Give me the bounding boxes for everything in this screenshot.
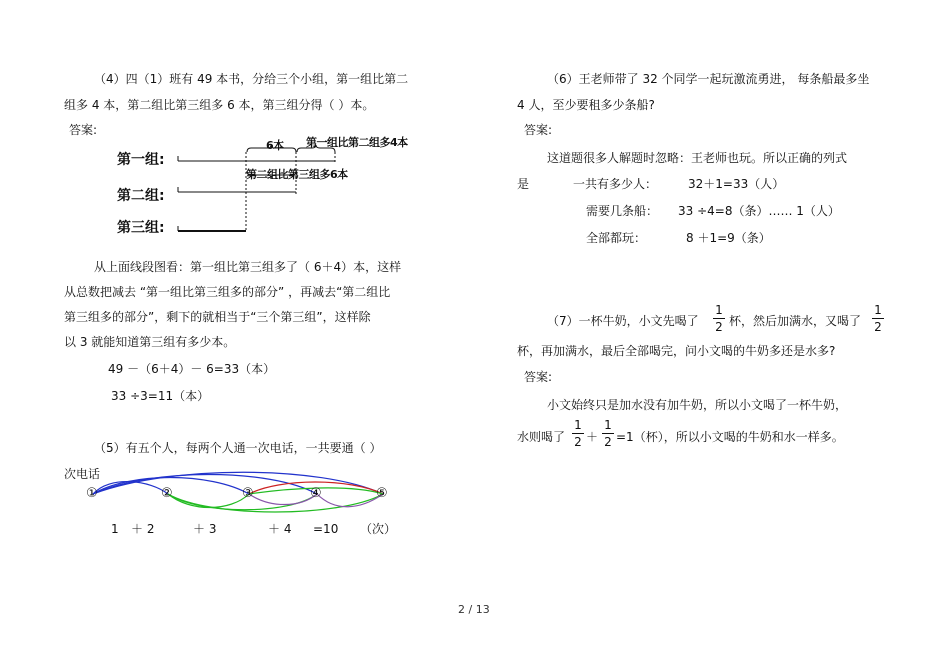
q7-text-line2: 杯，再加满水，最后全部喝完，问小文喝的牛奶多还是水多? [517,344,836,358]
fraction-numerator: 1 [715,303,723,317]
q6-row2-value: 33 ÷4=8（条）…… 1（人） [678,204,840,218]
q4-answer-label: 答案: [69,123,98,137]
sum-term-1: 1 [111,522,119,536]
fraction-numerator: 1 [604,418,612,432]
q7-explain-line2b: =1（杯），所以小文喝的牛奶和水一样多。 [616,430,844,444]
sum-unit: （次） [360,522,397,536]
node-2: ② [161,486,173,501]
sum-term-4: ＋ 4 [268,522,292,536]
q4-explain-line4: 以 3 就能知道第三组有多少本。 [64,335,236,349]
q4-text-line2: 组多 4 本，第二组比第三组多 6 本，第三组分得（ ）本。 [64,98,375,112]
q5-text-line2: 次电话 [64,467,101,481]
node-3: ③ [242,486,254,501]
diagram-diff6-label: 第二组比第三组多6本 [246,168,348,181]
q5-text-line1: （5）有五个人，每两个人通一次电话，一共要通（ ） [94,441,382,455]
q6-row2-label: 需要几条船： [586,204,659,218]
q4-text-line1: （4）四（1）班有 49 本书，分给三个小组，第一组比第二 [94,72,409,86]
q4-calc-line1: 49 －（6＋4）－ 6=33（本） [108,362,276,376]
q6-row3-label: 全部都玩： [586,231,647,245]
q6-text-line2: 4 人，至少要租多少条船? [517,98,655,112]
q7-explain-line2a: 水则喝了 [517,430,566,444]
q6-row1-label: 一共有多少人： [573,177,658,191]
q6-answer-label: 答案: [524,123,553,137]
q7-explain-line1: 小文始终只是加水没有加牛奶，所以小文喝了一杯牛奶， [547,398,848,412]
q6-explain-line1: 这道题很多人解题时忽略：王老师也玩。所以正确的列式 [547,151,848,165]
fraction-denominator: 2 [604,435,612,449]
sum-term-3: ＋ 3 [193,522,217,536]
plus-sign: ＋ [586,430,599,444]
fraction-half-4 [602,418,614,449]
node-1: ① [86,486,98,501]
diagram-diff4-label: 第一组比第二组多4本 [306,136,408,149]
q6-row3-value: 8 ＋1=9（条） [686,231,771,245]
fraction-half-2 [872,303,884,334]
q7-text-line1b: 杯，然后加满水，又喝了 [729,314,862,328]
sum-result: =10 [313,522,339,536]
q7-answer-label: 答案: [524,370,553,384]
node-4: ④ [310,486,322,501]
q4-explain-line3: 第三组多的部分”，剩下的就相当于“三个第三组”，这样除 [64,310,371,324]
fraction-numerator: 1 [874,303,882,317]
fraction-half-1 [713,303,725,334]
q4-explain-line2: 从总数把减去 “第一组比第三组多的部分” ，再减去“第二组比 [64,285,391,299]
diagram-group3-label: 第三组: [117,220,165,236]
q4-calc-line2: 33 ÷3=11（本） [111,389,210,403]
q7-text-line1a: （7）一杯牛奶，小文先喝了 [547,314,699,328]
node-5: ⑤ [376,486,388,501]
q4-explain-line1: 从上面线段图看：第一组比第三组多了（ 6＋4）本，这样 [94,260,402,274]
q6-is-label: 是 [517,177,530,191]
q6-text-line1: （6）王老师带了 32 个同学一起玩激流勇进， 每条船最多坐 [547,72,870,86]
fraction-denominator: 2 [715,320,723,334]
fraction-numerator: 1 [574,418,582,432]
fraction-denominator: 2 [574,435,582,449]
diagram-6-label: 6本 [266,139,284,152]
diagram-group1-label: 第一组: [117,152,165,168]
page-number: 2 / 13 [458,603,490,616]
fraction-denominator: 2 [874,320,882,334]
diagram-group2-label: 第二组: [117,188,165,204]
fraction-half-3 [572,418,584,449]
sum-term-2: ＋ 2 [131,522,155,536]
q6-row1-value: 32＋1=33（人） [688,177,785,191]
